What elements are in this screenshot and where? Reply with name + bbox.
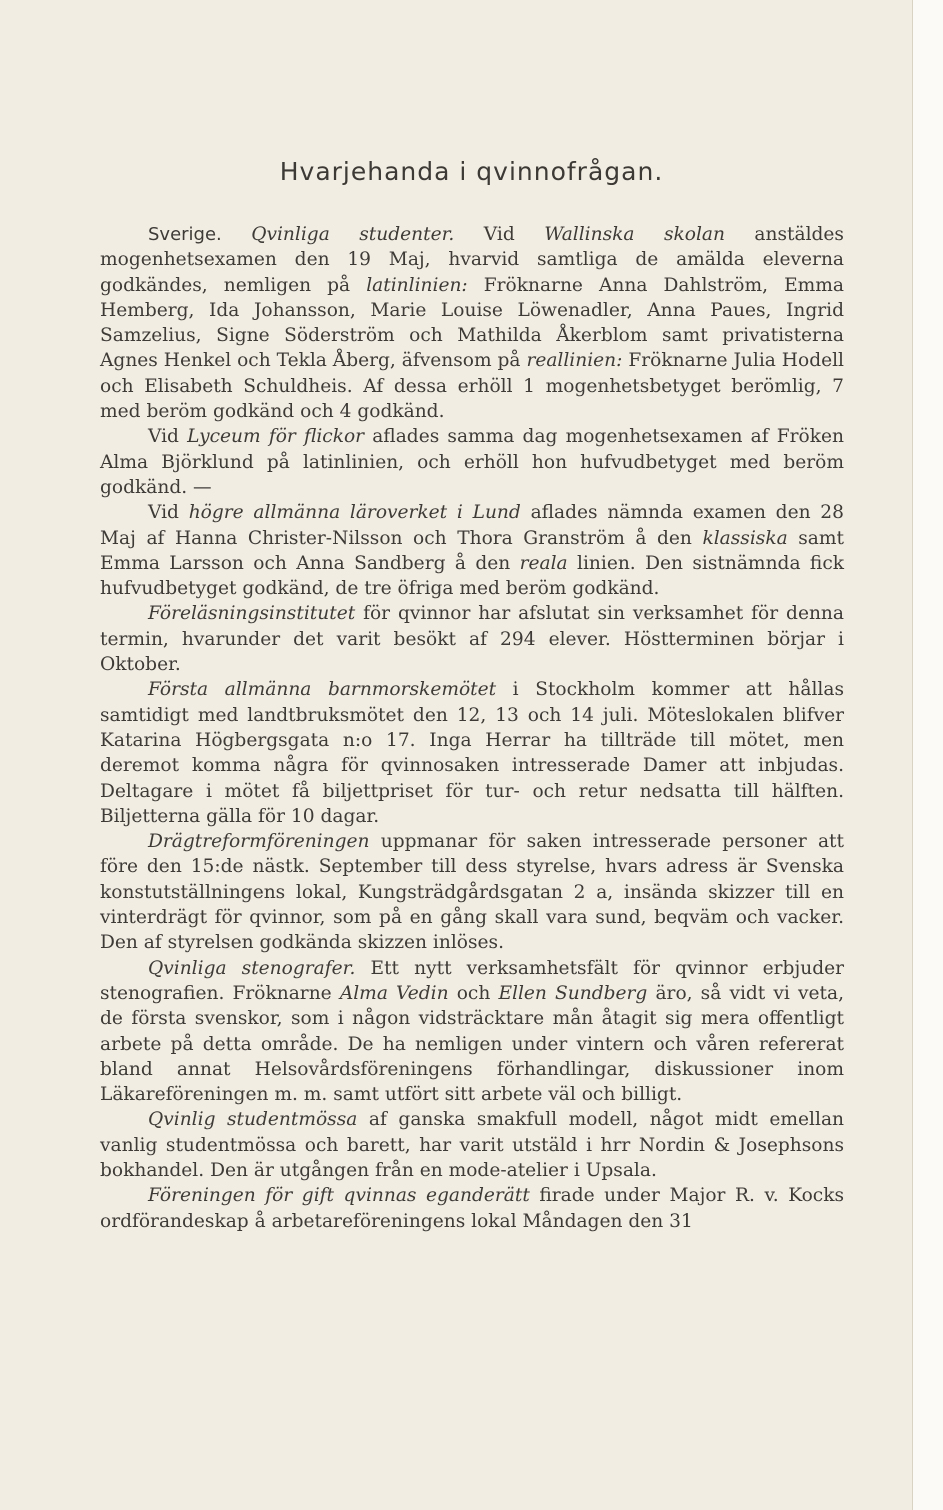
paragraph-studentmossa: Qvinlig studentmössa af ganska smakfull modell, något midt emellan vanlig studentmössa och barett, har varit utstäld i hrr Nordin & Josephsons bokhandel. Den är utgången från en mode-atelier i Upsala. [100,1109,845,1181]
paragraph-lund: Vid högre allmänna läroverket i Lund aflades nämnda examen den 28 Maj af Hanna Christer-Nilsson och Thora Granström å den klassiska samt Emma Larsson och Anna Sandberg å den reala linien. Den sistnämnda fick hufvudbetyget godkänd, de tre öfriga med beröm godkänd. [100,502,844,600]
italic-heading: Qvinliga studenter. [251,224,455,245]
paragraph-dragtreform: Drägtreformföreningen uppmanar för saken intresserade personer att före den 15:de nästk. September till dess styrelse, hvars adress är Svenska konstutställningens lokal, Kungsträdgårdsgatan 2 a, insända skizzer till en vinterdrägt för qvinnor, som på en gång skall vara sund, beqväm och vacker. Den af styrelsen godkända skizzen inlöses. [100,831,844,954]
paragraph-eganderatt: Föreningen för gift qvinnas eganderätt firade under Major R. v. Kocks ordförandeskap å arbetareföreningens lokal Måndagen den 31 [100,1185,844,1232]
page-edge [912,0,943,1510]
article-body [100,222,844,1234]
paragraph-forelasningsinstitutet: Föreläsningsinstitutet för qvinnor har afslutat sin verksamhet för denna termin, hvarunder det varit besökt af 294 elever. Höstterminen börjar i Oktober. [100,603,844,676]
paragraph-lyceum: Vid Lyceum för flickor aflades samma dag mogenhetsexamen af Fröken Alma Björklund på latinlinien, och erhöll hon hufvudbetyget med beröm godkänd. — [100,426,844,498]
paragraph-barnmorskemotet: Första allmänna barnmorskemötet i Stockholm kommer att hållas samtidigt med landtbruksmötet den 12, 13 och 14 juli. Möteslokalen blifver Katarina Högbergsgata n:o 17. Inga Herrar ha tillträde till mötet, men deremot komma några för qvinnosaken intresserade Damer att inbjudas. Deltagare i mötet få biljettpriset för tur- och retur nedsatta till hälften. Biljetterna gälla för 10 dagar. [100,679,844,827]
page-title: Hvarjehanda i qvinnofrågan. [279,157,664,186]
section-heading-sverige: Sverige. [148,224,222,245]
paragraph-qvinliga-studenter: Sverige. Qvinliga studenter. Vid Wallinska skolan anstäldes mogenhetsexamen den 19 Maj, hvarvid samtliga de amälda eleverna godkändes, nemligen på latinlinien: Fröknarne Anna Dahlström, Emma Hemberg, Ida Johansson, Marie Louise Löwenadler, Anna Paues, Ingrid Samzelius, Signe Söderström och Mathilda Åkerblom samt privatisterna Agnes Henkel och Tekla Åberg, äfvensom på reallinien: Fröknarne Julia Hodell och Elisabeth Schuldheis. Af dessa erhöll 1 mogenhetsbetyget berömlig, 7 med beröm godkänd och 4 godkänd. [100,224,844,423]
paragraph-stenografer: Qvinliga stenografer. Ett nytt verksamhetsfält för qvinnor erbjuder stenografien. Fröknarne Alma Vedin och Ellen Sundberg äro, så vidt vi veta, de första svenskor, som i någon vidsträcktare mån åtagit sig mera offentligt arbete på detta område. De ha nemligen under vintern och våren refererat bland annat Helsovårdsföreningens förhandlingar, diskussioner inom Läkareföreningen m. m. samt utfört sitt arbete väl och billigt. [100,957,844,1106]
